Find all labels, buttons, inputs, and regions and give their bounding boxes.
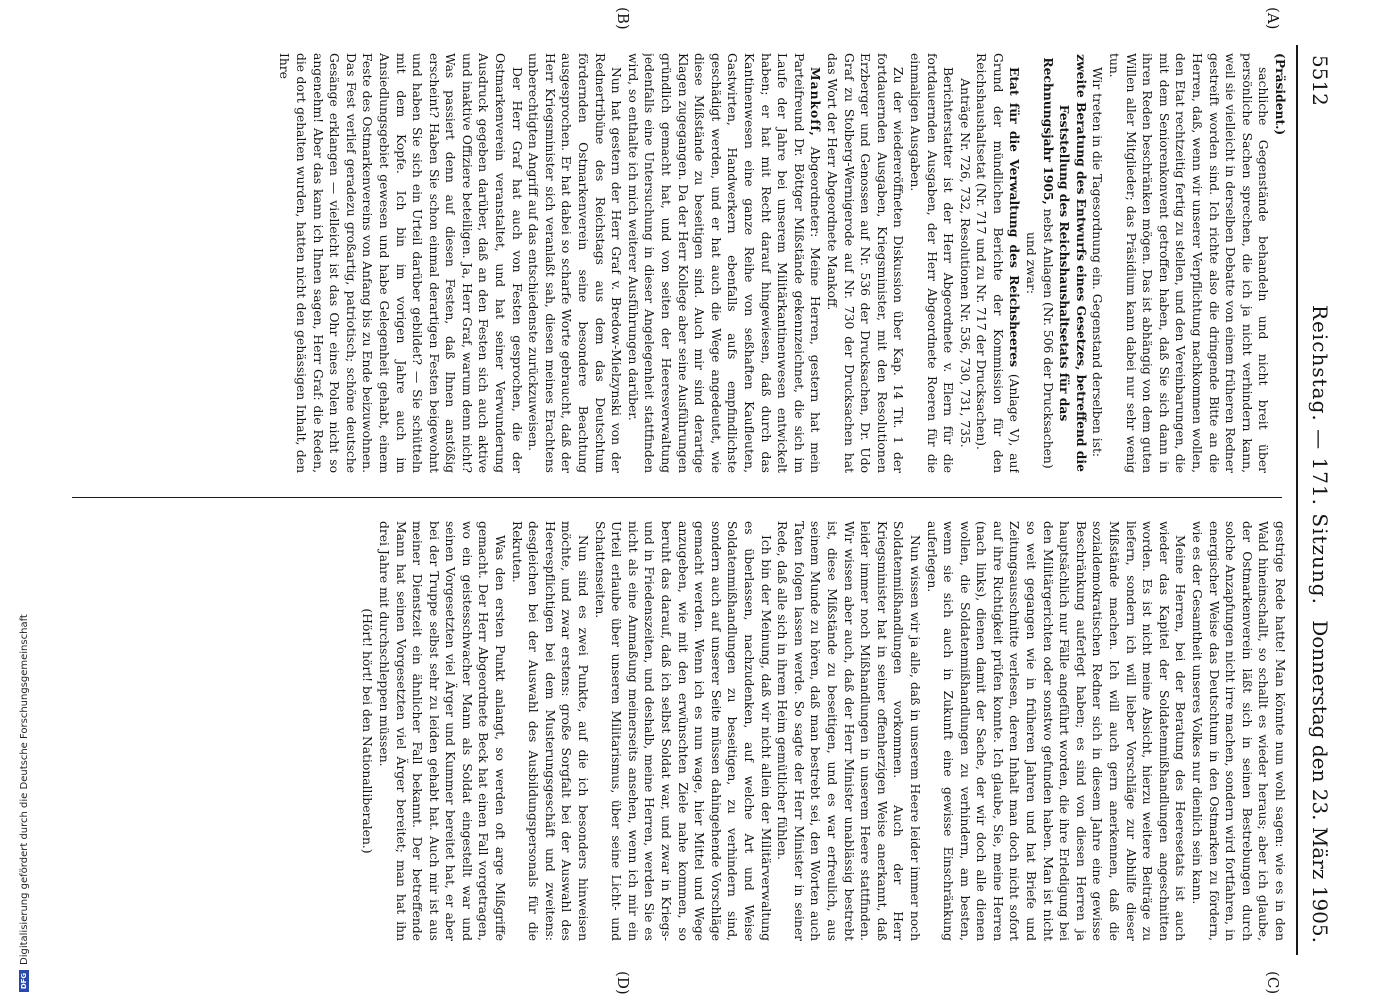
- paragraph: gestrige Rede hatte! Man könnte nun wohl sagen: wie es in den Wald hineinschallt, so schallt es wieder heraus; aber ich glaube, der Ostmarkenverein läßt sich in seinen Bestrebungen durch solche Anzapfungen nicht irre machen, sondern wird fortfahren, in energischer Weise das Deutschtum in den Ostmarken zu fördern, wie es der Gesamtheit unseres Volkes nur dienlich sein kann.: [1190, 521, 1287, 941]
- agenda-subitem: [973, 53, 1023, 473]
- paragraph: Berichterstatter ist der Herr Abgeordnete v. Elern für die fortdauernden Ausgaben, der Herr Abgeordnete Roeren für die einmaligen Ausgaben.: [907, 53, 956, 473]
- newspaper-page: [50, 7, 1340, 995]
- speaker-tag: (Präsident.): [1273, 53, 1288, 136]
- left-column: [63, 53, 1288, 473]
- agenda-item: [1039, 53, 1089, 473]
- paragraph: Was den ersten Punkt anlangt, so werden oft arge Mißgriffe gemacht. Der Herr Abgeordnete Beck hat einen Fall vorgetragen, wo ein geistesschwacher Mann als Soldat eingestellt war und seinen Vorgesetzten viel Ärger und Kummer bereitet hat, er aber bei der Truppe selbst sehr zu leiden gehabt hat. Auch mir ist aus meiner Dienstzeit ein ähnlicher Fall bekannt. Der betreffende Mann hat seinen Vorgesetzten viel Ärger bereitet; man hat ihn drei Jahre mit durchschleppen müssen.: [376, 521, 508, 941]
- margin-marker-d: (D): [614, 971, 632, 995]
- speech-paragraph: [624, 53, 823, 473]
- header-rule: [1296, 45, 1298, 955]
- paragraph: und zwar:: [1024, 232, 1039, 294]
- paragraph: Wir treten in die Tagesordnung ein. Gegenstand derselben ist:: [1090, 67, 1105, 458]
- column-divider: [72, 497, 1282, 498]
- paragraph: Nun hat gestern der Herr Graf v. Bredow-Mielzynski von der Rednertribüne des Reichstags aus dem das Deutschtum fördernden Ostmarkenverein seine besondere Beachtung ausgesprochen. Er hat dabei so scharfe Worte gebraucht, daß der Herr Kriegsminister sich veranlaßt sah, diesen meines Erachtens unberechtigten Angriff auf das entschiedenste zurückzuweisen.: [526, 53, 624, 473]
- page-title: Reichstag. — 171. Sitzung.: [1308, 305, 1332, 605]
- paragraph: Der Herr Graf hat auch von Festen gesprochen, die der Ostmarkenverein veranstaltet, und hat seiner Verwunderung Ausdruck gegeben darüber, daß an den Festen sich auch aktive und inaktive Offiziere beteiligen. Ja, Herr Graf, warum denn nicht? Was passiert denn auf diesen Festen, daß Ihnen anstößig erscheint? Haben Sie schon einmal derartigen Festen beigewohnt und haben Sie sich ein Urteil darüber gebildet? — Sie schütteln mit dem Kopfe. Ich bin im vorigen Jahre auch im Ansiedlungsgebiet gewesen und habe Gelegenheit gehabt, einem Feste des Ostmarkenvereins von Anfang bis zu Ende beizuwohnen. Das Fest verlief geradezu großartig, patriotisch; schöne deutsche Gesänge erklangen — vielleicht ist das Ohr eines Polen nicht so angenehm! Aber das kann ich Ihnen sagen, Herr Graf: die Reden, die dort gehalten wurden, hatten nicht den gehässigen Inhalt, den Ihre: [277, 53, 524, 473]
- paragraph: Anträge Nr. 726, 732, Resolutionen Nr. 536, 730, 731, 735.: [957, 78, 972, 448]
- paragraph: Meine Herren, bei der Beratung des Heeresetats ist auch wieder das Kapitel der Soldatenmißhandlungen angeschnitten worden. Es ist nicht meine Absicht, hierzu weitere Beiträge zu liefern, sondern ich will lieber Vorschläge zur Abhilfe dieser Mißstände machen. Ich will auch gern anerkennen, daß die sozialdemokratischen Redner sich in diesem Jahre eine gewisse Beschränkung auferlegt haben; es sind von diesen Herren ja hauptsächlich nur Fälle angeführt worden, die ihre Erledigung bei den Militärgerichten oder sonstwo gefunden haben. Man ist nicht so weit gegangen wie in früheren Jahren und hat Briefe und Zeitungsausschnitte verlesen, deren Inhalt man doch nicht sofort auf ihre Richtigkeit prüfen konnte. Ich glaube, Sie, meine Herren (nach links), dienen damit der Sache, der wir doch alle dienen wollen, die Soldatenmißhandlungen zu verhindern, am besten, wenn sie sich auch in Zukunft eine gewisse Einschränkung auferlegen.: [924, 521, 1188, 941]
- credit-text: Digitalisierung gefördert durch die Deutsche Forschungsgemeinschaft: [19, 614, 30, 965]
- right-column: [63, 521, 1288, 941]
- digitization-credit: [18, 332, 32, 992]
- paragraph: Nun sind es zwei Punkte, auf die ich besonders hinweisen möchte, und zwar erstens: große Sorgfalt bei der Auswahl des Heerespflichtigen bei dem Musterungsgeschäft und zweitens: desgleichen bei der Auswahl des Ausbildungspersonals für die Rekruten.: [509, 521, 591, 941]
- margin-marker-b: (B): [614, 7, 632, 30]
- agenda-title: zweite Beratung des Entwurfs eines Gesetzes, betreffend die Feststellung des Reichshaushaltsetats für das Rechnungsjahr 1905,: [1040, 54, 1089, 472]
- agenda-annex: nebst Anlagen (Nr. 506 der Drucksachen): [1040, 208, 1055, 469]
- margin-marker-c: (C): [1264, 971, 1282, 995]
- margin-marker-a: (A): [1264, 7, 1282, 30]
- interjection: (Hört! hört! bei den Nationalliberalen.): [360, 608, 375, 854]
- paragraph: Zu der wiedereröffneten Diskussion über Kap. 14 Tit. 1 der fortdauernden Ausgaben, Kriegsminister, mit den Resolutionen Erzberger und Genossen auf Nr. 536 der Drucksachen, Dr. Udo Graf zu Stolberg-Wernigerode auf Nr. 730 der Drucksachen hat das Wort der Herr Abgeordnete Mankoff.: [824, 53, 906, 473]
- running-head: [1300, 45, 1340, 955]
- agenda-subtitle: Etat für die Verwaltung des Reichsheeres: [1007, 67, 1023, 367]
- agenda-subtext: (Anlage V), auf Grund der mündlichen Berichte der Kommission für den Reichshaushaltsetat (Nr. 717 und zu Nr. 717 der Drucksachen).: [974, 53, 1022, 473]
- session-date: Donnerstag den 23. März 1905.: [1308, 620, 1332, 943]
- paragraph: Nun wissen wir ja alle, daß in unserem Heere leider immer noch Soldatenmißhandlungen vorkommen. Auch der Herr Kriegsminister hat in seiner offenherzigen Weise anerkannt, daß leider immer noch Mißhandlungen in unserem Heere stattfinden. Wir wissen aber auch, daß der Herr Minister unablässig bestrebt ist, diese Mißstände zu beseitigen, und es war erfreulich, aus seinem Munde zu hören, daß man bestrebt sei, den Worten auch Taten folgen lassen werde. So sagte der Herr Minister in seiner Rede, daß alle sich in ihrem Heim gemütlicher fühlen.: [775, 521, 922, 941]
- page-number: 5512: [1308, 55, 1332, 106]
- paragraph: sachliche Gegenstände behandeln und nicht breit über persönliche Sachen sprechen, die ich ja nicht verhindern kann, weil sie vielleicht in derselben Debatte von einem früheren Redner gestreift worden sind. Ich richte also die dringende Bitte an die Herren, daß, wenn wir unserer Verpflichtung nachkommen wollen, den Etat rechtzeitig fertig zu stellen, und den Vereinbarungen, die mit dem Seniorenkonvent getroffen haben, daß Sie sich dann in ihren Reden beschränken mögen. Das ist abhängig von dem guten Willen aller Mitglieder; das Präsidium kann dabei nur sehr wenig tun.: [1107, 53, 1271, 473]
- speaker-name: Mankoff,: [808, 67, 824, 137]
- speech-text: Abgeordneter: Meine Herren, gestern hat mein Parteifreund Dr. Böttger Mißstände gekennzeichnet, die sich im Laufe der Jahre bei unserem Militärkantinenwesen entwickelt haben; er hat mit Recht darauf hingewiesen, daß durch das Kantinenwesen eine ganze Reihe von seßhaften Kaufleuten, Gastwirten, Handwerkern ebenfalls aufs empfindlichste geschädigt werden, und er hat auch die Wege angedeutet, wie diese Mißstände zu beseitigen sind. Auch mir sind derartige Klagen zugegangen. Da der Herr Kollege aber seine Ausführungen gründlich gemacht hat, und von seiten der Heeresverwaltung jedenfalls eine Untersuchung in dieser Angelegenheit stattfinden wird, so enthalte ich mich weiterer Ausführungen darüber.: [625, 53, 823, 473]
- dfg-logo-icon: DFG: [19, 970, 29, 992]
- paragraph: Ich bin der Meinung, daß wir nicht allein der Militärverwaltung es überlassen, nachzudenken, auf welche Art und Weise Soldatenmißhandlungen zu beseitigen, zu verhindern sind, sondern auch auf unserer Seite müssen dahingehende Vorschläge gemacht werden. Wenn ich es nun wage, hier Mittel und Wege anzugeben, wie mit den erwünschten Ziele nahe kommen, so beruht das darauf, daß ich selbst Soldat war, und zwar in Kriegs- und in Friedenszeiten, und deshalb, meine Herren, werden Sie es nicht als eine Anmaßung meinerseits ansehen, wenn ich mir ein Urteil erlaube über unseren Militarismus, über seine Licht- und Schattenseiten.: [592, 521, 773, 941]
